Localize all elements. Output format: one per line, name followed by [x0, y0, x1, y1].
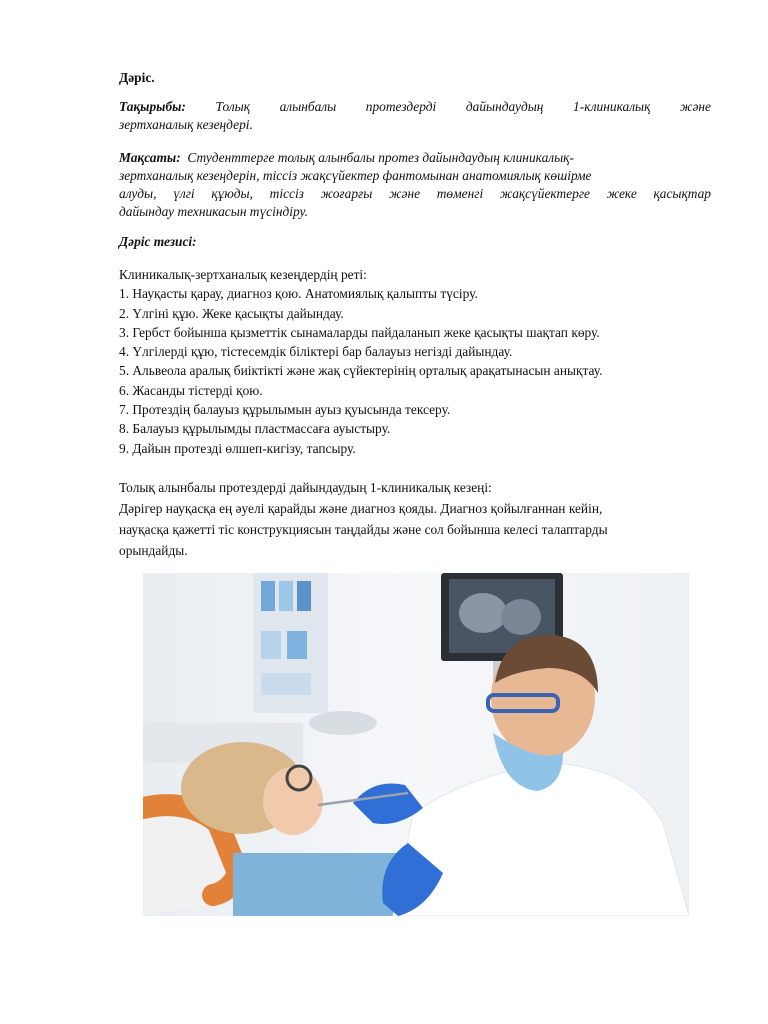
list-item: 6. Жасанды тістерді қою. — [119, 382, 263, 398]
topic-line-2: зертханалық кезеңдері. — [119, 117, 253, 132]
shelf-item — [279, 581, 293, 611]
list-item: 3. Гербст бойынша қызметтік сынамаларды пайдаланып жеке қасықты шақтап көру. — [119, 324, 600, 340]
aim-text: Студенттерге толық алынбалы протез дайындаудың клиникалық- — [187, 150, 574, 165]
stage-paragraph — [119, 477, 711, 561]
topic-line-1 — [119, 98, 711, 116]
list-item: 8. Балауыз құрылымды пластмассаға ауыстыру. — [119, 421, 391, 437]
aim-label: Мақсаты: — [119, 150, 181, 165]
aim-line-3: алуды, үлгі құюды, тіссіз жоғарғы және төменгі жақсүйектерге жеке қасықтар — [119, 186, 711, 201]
thesis-label: Дәріс тезисі: — [119, 234, 197, 249]
stage-line-1: Дәрігер науқасқа ең әуелі қарайды және диагноз қояды. Диагноз қойылғаннан кейін, — [119, 501, 603, 516]
shelf-item — [287, 631, 307, 659]
shelf-item — [261, 673, 311, 695]
shelf-item — [297, 581, 311, 611]
dentist-photo-illustration — [143, 573, 689, 916]
list-item: 7. Протездің балауыз құрылымын ауыз қуысында тексеру. — [119, 402, 451, 418]
shelf-item — [261, 631, 281, 659]
lecture-heading: Дәріс. — [119, 70, 155, 85]
shelf-item — [261, 581, 275, 611]
dental-lamp — [309, 711, 377, 735]
aim-line-1 — [119, 149, 711, 167]
steps-list — [119, 265, 711, 458]
topic-label: Тақырыбы: — [119, 99, 186, 114]
stage-title: Толық алынбалы протездерді дайындаудың 1-клиникалық кезеңі: — [119, 480, 492, 495]
list-item: 1. Науқасты қарау, диагноз қою. Анатомиялық қалыпты түсіру. — [119, 286, 478, 302]
list-item: 9. Дайын протезді өлшеп-кигізу, тапсыру. — [119, 440, 356, 456]
dentist-photo — [143, 573, 689, 916]
aim-paragraph — [119, 149, 711, 221]
topic-text: Толық алынбалы протездерді дайындаудың 1-клиникалық және — [215, 99, 711, 114]
list-item: 2. Үлгіні құю. Жеке қасықты дайындау. — [119, 305, 344, 321]
aim-line-4: дайындау техникасын түсіндіру. — [119, 204, 308, 219]
sequence-title: Клиникалық-зертханалық кезеңдердің реті: — [119, 267, 367, 282]
list-item: 5. Альвеола аралық биіктікті және жақ сүйектерінің орталық арақатынасын анықтау. — [119, 363, 603, 379]
aim-line-2: зертханалық кезеңдерін, тіссіз жақсүйектер фантомынан анатомиялық көшірме — [119, 168, 592, 183]
stage-line-2: науқасқа қажетті тіс конструкциясын таңдайды және сол бойынша келесі талаптарды — [119, 522, 608, 537]
topic-paragraph — [119, 98, 711, 134]
list-item: 4. Үлгілерді құю, тістесемдік біліктері бар балауыз негізді дайындау. — [119, 344, 513, 360]
stage-line-3: орындайды. — [119, 543, 188, 558]
